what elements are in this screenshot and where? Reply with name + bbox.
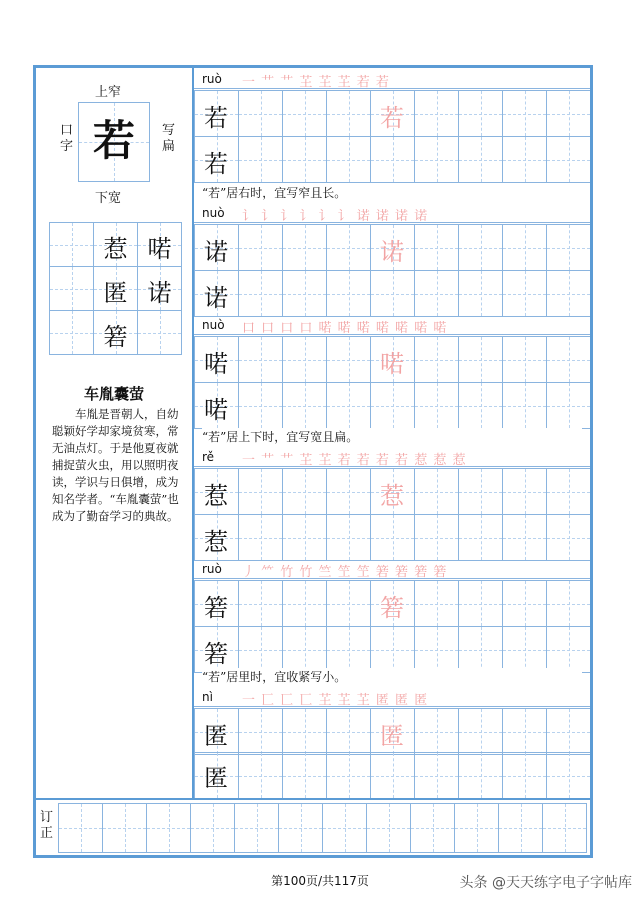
word-grid-cell <box>93 222 138 267</box>
practice-cell <box>326 708 371 755</box>
practice-cell <box>414 752 459 799</box>
correction-cell <box>454 803 499 853</box>
structure-center-char: 若 <box>92 116 135 165</box>
practice-cell <box>282 468 327 515</box>
practice-cell <box>282 580 327 627</box>
practice-cell <box>238 136 283 183</box>
practice-cell <box>414 468 459 515</box>
model-char: 喏 <box>204 350 228 378</box>
entry-pinyin: nuò <box>202 206 225 220</box>
practice-cell <box>502 708 547 755</box>
practice-cell <box>282 752 327 799</box>
practice-cell <box>458 626 503 673</box>
correction-cell <box>278 803 323 853</box>
word-char: 惹 <box>103 235 128 263</box>
practice-cell <box>282 224 327 271</box>
practice-cell <box>282 136 327 183</box>
practice-cell <box>238 336 283 383</box>
practice-cell <box>546 514 591 561</box>
practice-cell <box>370 514 415 561</box>
practice-cell <box>370 270 415 317</box>
practice-cell <box>414 90 459 137</box>
practice-cell <box>194 626 239 673</box>
practice-grid <box>194 68 590 798</box>
practice-cell <box>326 752 371 799</box>
practice-cell <box>194 136 239 183</box>
practice-cell <box>194 90 239 137</box>
structure-right-label: 写扁 <box>162 123 176 154</box>
practice-cell <box>414 270 459 317</box>
correction-cell <box>322 803 367 853</box>
practice-cell <box>502 270 547 317</box>
practice-cell <box>414 708 459 755</box>
practice-cell <box>458 270 503 317</box>
practice-cell <box>370 224 415 271</box>
word-grid-cell <box>49 266 94 311</box>
entry-pinyin: ruò <box>202 72 222 86</box>
model-char: 喏 <box>204 396 228 424</box>
practice-cell <box>502 626 547 673</box>
entry-pinyin: nuò <box>202 318 225 332</box>
practice-cell <box>326 136 371 183</box>
practice-cell <box>458 90 503 137</box>
practice-cell <box>502 336 547 383</box>
trace-char: 喏 <box>380 350 404 378</box>
word-grid-cell <box>137 266 182 311</box>
practice-cell <box>502 580 547 627</box>
practice-cell <box>546 90 591 137</box>
practice-cell <box>370 382 415 429</box>
trace-char: 匿 <box>380 722 404 750</box>
practice-cell <box>414 514 459 561</box>
trace-char: 箬 <box>380 594 404 622</box>
practice-cell <box>238 224 283 271</box>
practice-cell <box>238 708 283 755</box>
model-char: 诺 <box>204 238 228 266</box>
practice-cell <box>370 136 415 183</box>
practice-cell <box>194 382 239 429</box>
stroke-order: 丿 ⺮ 竹 竹 竺 笁 笁 箬 箬 箬 箬 <box>242 565 448 580</box>
practice-cell <box>238 626 283 673</box>
correction-divider <box>36 798 590 800</box>
practice-cell <box>194 224 239 271</box>
practice-cell <box>414 580 459 627</box>
practice-cell <box>502 752 547 799</box>
practice-cell <box>194 580 239 627</box>
practice-cell <box>546 136 591 183</box>
model-char: 匿 <box>204 764 228 792</box>
practice-cell <box>194 270 239 317</box>
correction-cell <box>410 803 455 853</box>
practice-cell <box>502 136 547 183</box>
practice-cell <box>282 626 327 673</box>
practice-cell <box>502 468 547 515</box>
practice-cell <box>194 514 239 561</box>
word-char: 箬 <box>103 323 128 351</box>
trace-char: 若 <box>380 104 404 132</box>
practice-cell <box>326 270 371 317</box>
practice-cell <box>414 336 459 383</box>
practice-cell <box>502 382 547 429</box>
story-body: 车胤是晋朝人，自幼聪颖好学却家境贫寒，常无油点灯。于是他夏夜就捕捉萤火虫，用以照明夜读，学识与日俱增，成为知名学者。“车胤囊萤”也成为了勤奋学习的典故。 <box>52 407 179 523</box>
practice-cell <box>326 224 371 271</box>
practice-cell <box>326 468 371 515</box>
structure-left-label: 口字 <box>60 123 74 154</box>
practice-cell <box>414 224 459 271</box>
practice-cell <box>458 580 503 627</box>
practice-cell <box>282 270 327 317</box>
stroke-order: 口 口 口 口 喏 喏 喏 喏 喏 喏 喏 <box>242 321 448 336</box>
correction-cell <box>190 803 235 853</box>
practice-area <box>194 68 590 798</box>
word-grid-cell <box>49 222 94 267</box>
practice-cell <box>414 382 459 429</box>
practice-cell <box>282 336 327 383</box>
model-char: 匿 <box>204 722 228 750</box>
word-char: 匿 <box>103 279 128 307</box>
correction-cell <box>366 803 411 853</box>
practice-cell <box>546 382 591 429</box>
practice-cell <box>414 136 459 183</box>
practice-cell <box>326 90 371 137</box>
practice-cell <box>238 514 283 561</box>
practice-cell <box>282 708 327 755</box>
practice-cell <box>282 90 327 137</box>
practice-cell <box>370 708 415 755</box>
practice-cell <box>370 90 415 137</box>
practice-cell <box>238 382 283 429</box>
correction-label: 订正 <box>40 810 54 841</box>
practice-cell <box>546 708 591 755</box>
entry-pinyin: rě <box>202 450 215 464</box>
practice-cell <box>414 626 459 673</box>
model-char: 惹 <box>204 482 228 510</box>
practice-cell <box>458 514 503 561</box>
practice-cell <box>194 336 239 383</box>
model-char: 诺 <box>204 284 228 312</box>
practice-cell <box>238 270 283 317</box>
tip-text: “若”居右时，宜写窄且长。 <box>202 184 582 201</box>
page-number: 第100页/共117页 <box>271 874 369 888</box>
trace-char: 惹 <box>380 482 404 510</box>
correction-cell <box>234 803 279 853</box>
practice-cell <box>458 382 503 429</box>
structure-bottom-label: 下宽 <box>95 191 122 206</box>
word-char: 喏 <box>147 235 172 263</box>
practice-cell <box>326 626 371 673</box>
practice-cell <box>458 468 503 515</box>
practice-cell <box>370 336 415 383</box>
practice-cell <box>546 224 591 271</box>
practice-cell <box>370 626 415 673</box>
practice-cell <box>238 752 283 799</box>
practice-cell <box>458 336 503 383</box>
correction-cell <box>146 803 191 853</box>
model-char: 若 <box>204 150 228 178</box>
entry-pinyin: ruò <box>202 562 222 576</box>
practice-cell <box>546 270 591 317</box>
practice-cell <box>502 514 547 561</box>
word-grid-cell <box>137 310 182 355</box>
practice-cell <box>370 752 415 799</box>
practice-cell <box>546 626 591 673</box>
word-grid-cell <box>93 266 138 311</box>
practice-cell <box>282 514 327 561</box>
word-grid-cell <box>49 310 94 355</box>
practice-cell <box>546 580 591 627</box>
word-grid-cell <box>137 222 182 267</box>
practice-cell <box>282 382 327 429</box>
practice-cell <box>326 336 371 383</box>
model-char: 箬 <box>204 594 228 622</box>
practice-cell <box>546 468 591 515</box>
correction-grid <box>58 803 588 853</box>
model-char: 若 <box>204 104 228 132</box>
word-grid <box>49 222 181 354</box>
stroke-order: 一 艹 艹 芏 芏 若 若 若 若 惹 惹 惹 <box>242 453 467 468</box>
practice-cell <box>326 514 371 561</box>
correction-cell <box>102 803 147 853</box>
structure-top-label: 上窄 <box>95 85 122 100</box>
practice-cell <box>546 752 591 799</box>
word-grid-cell <box>93 310 138 355</box>
practice-cell <box>458 708 503 755</box>
tip-text: “若”居里时，宜收紧写小。 <box>202 668 582 685</box>
practice-cell <box>458 136 503 183</box>
model-char: 箬 <box>204 640 228 668</box>
practice-cell <box>326 382 371 429</box>
practice-cell <box>326 580 371 627</box>
practice-cell <box>458 752 503 799</box>
structure-panel <box>40 75 188 210</box>
practice-cell <box>502 90 547 137</box>
trace-char: 诺 <box>380 238 404 266</box>
story-title: 车胤囊萤 <box>83 385 144 403</box>
practice-cell <box>458 224 503 271</box>
practice-cell <box>546 336 591 383</box>
practice-cell <box>194 752 239 799</box>
practice-cell <box>238 580 283 627</box>
practice-cell <box>370 468 415 515</box>
stroke-order: 一 艹 艹 芏 芏 芏 若 若 <box>242 75 390 90</box>
stroke-order: 一 匸 匸 匸 芏 芏 芏 匿 匿 匿 <box>242 693 429 708</box>
practice-cell <box>370 580 415 627</box>
structure-char-box <box>78 102 150 182</box>
word-char: 诺 <box>147 279 172 307</box>
correction-cell <box>58 803 103 853</box>
practice-cell <box>194 708 239 755</box>
practice-cell <box>238 468 283 515</box>
stroke-order: 讠 讠 讠 讠 讠 讠 诺 诺 诺 诺 <box>242 209 429 224</box>
correction-cell <box>542 803 587 853</box>
practice-cell <box>502 224 547 271</box>
model-char: 惹 <box>204 528 228 556</box>
correction-cell <box>498 803 543 853</box>
watermark: 头条 @天天练字电子字帖库 <box>459 875 632 891</box>
practice-cell <box>194 468 239 515</box>
practice-cell <box>238 90 283 137</box>
tip-text: “若”居上下时，宜写宽且扁。 <box>202 428 582 445</box>
entry-pinyin: nì <box>202 690 213 704</box>
